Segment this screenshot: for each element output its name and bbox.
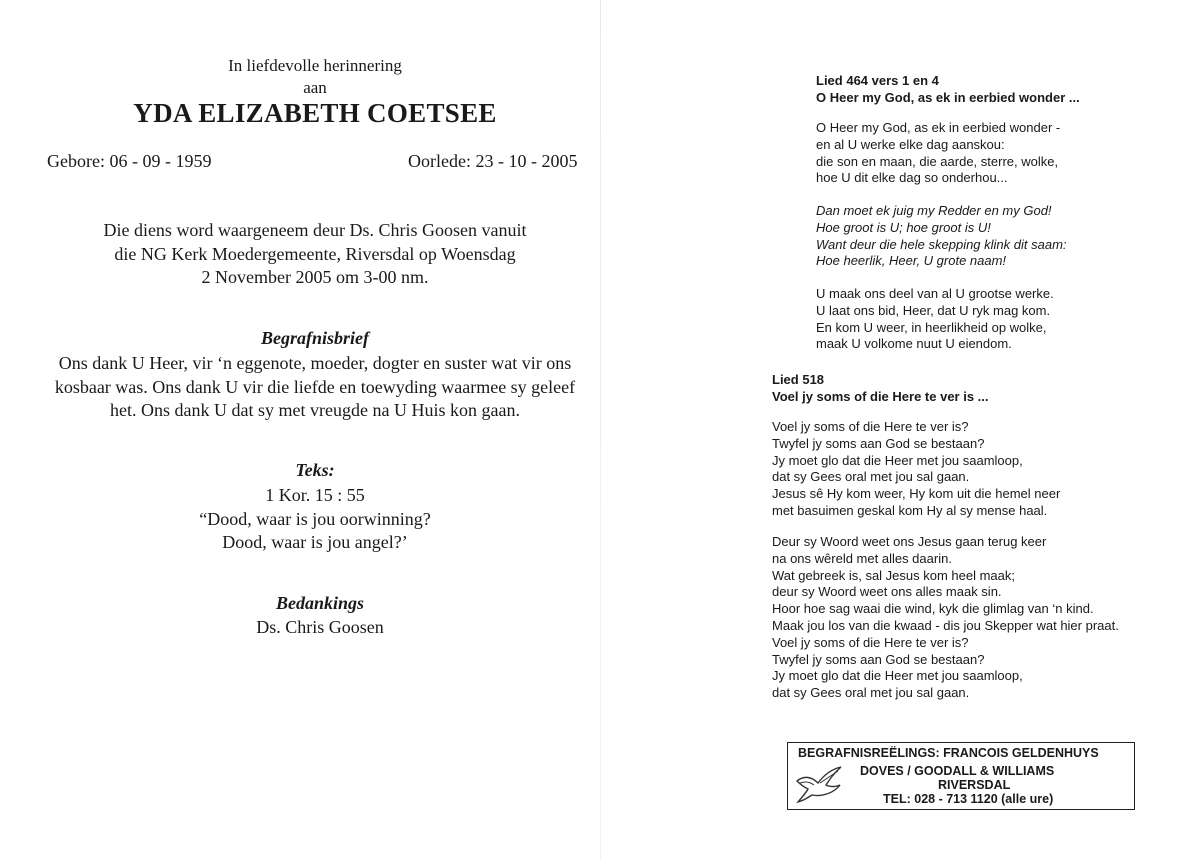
- teks-heading: Teks:: [295, 460, 335, 480]
- funeral-company: DOVES / GOODALL & WILLIAMS: [860, 764, 1055, 778]
- death-date: Oorlede: 23 - 10 - 2005: [408, 151, 578, 171]
- chorus-line: Hoe heerlik, Heer, U grote naam!: [816, 253, 1007, 269]
- verse-line: U laat ons bid, Heer, dat U ryk mag kom.: [816, 302, 1051, 318]
- verse-line: Twyfel jy soms aan God se bestaan?: [772, 435, 985, 451]
- hymn-518-stanza-2: [772, 534, 1119, 702]
- verse-line: Voel jy soms of die Here te ver is?: [772, 419, 969, 434]
- hymn-title: Voel jy soms of die Here te ver is ...: [772, 389, 989, 404]
- hymn-title: O Heer my God, as ek in eerbied wonder ...: [816, 90, 1080, 105]
- verse-line: Hoor hoe sag waai die wind, kyk die glimlag van ‘n kind.: [772, 601, 1094, 617]
- verse-line: Maak jou los van die kwaad - dis jou Skepper wat hier praat.: [772, 617, 1119, 633]
- bedankings-heading: Bedankings: [275, 593, 365, 613]
- verse-line: dat sy Gees oral met jou sal gaan.: [772, 469, 970, 485]
- verse-line: die son en maan, die aarde, sterre, wolke,: [816, 153, 1059, 169]
- verse-line: Voel jy soms of die Here te ver is?: [772, 634, 969, 650]
- chorus-line: Dan moet ek juig my Redder en my God!: [816, 203, 1052, 218]
- verse-line: maak U volkome nuut U eiendom.: [816, 336, 1012, 352]
- hymn-464-verse-1: [816, 120, 1060, 187]
- verse-line: na ons wêreld met alles daarin.: [772, 550, 952, 566]
- verse-line: Wat gebreek is, sal Jesus kom heel maak;: [772, 567, 1016, 583]
- intro-aan: aan: [303, 78, 327, 97]
- funeral-director: BEGRAFNISREËLINGS: FRANCOIS GELDENHUYS: [798, 746, 1099, 760]
- service-line: die NG Kerk Moedergemeente, Riversdal op Woensdag: [114, 243, 516, 264]
- hymn-518-heading: [772, 371, 989, 405]
- brief-line: het. Ons dank U dat sy met vreugde na U Huis kon gaan.: [110, 400, 520, 420]
- birth-date: Gebore: 06 - 09 - 1959: [47, 151, 212, 171]
- verse-line: Deur sy Woord weet ons Jesus gaan terug keer: [772, 534, 1047, 549]
- hymn-number: Lied 518: [772, 372, 825, 387]
- hymn-number: Lied 464 vers 1 en 4: [816, 73, 939, 88]
- deceased-name: YDA ELIZABETH COETSEE: [133, 98, 497, 128]
- scripture-text: [0, 484, 630, 555]
- service-line: Die diens word waargeneem deur Ds. Chris Goosen vanuit: [103, 220, 527, 240]
- verse-line: met basuimen geskal kom Hy al sy mense haal.: [772, 502, 1048, 518]
- brief-text: [30, 352, 600, 423]
- dove-icon: [794, 761, 844, 805]
- verse-line: Jesus sê Hy kom weer, Hy kom uit die hemel neer: [772, 486, 1061, 502]
- hymn-464-heading: [816, 72, 1080, 106]
- intro-text: In liefdevolle herinnering: [228, 56, 402, 75]
- verse-line: Twyfel jy soms aan God se bestaan?: [772, 651, 985, 667]
- verse-line: Jy moet glo dat die Heer met jou saamloop,: [772, 668, 1023, 684]
- hymn-464-verse-4: [816, 286, 1054, 353]
- scripture-line: Dood, waar is jou angel?’: [222, 532, 408, 552]
- verse-line: U maak ons deel van al U grootse werke.: [816, 286, 1054, 301]
- brief-line: kosbaar was. Ons dank U vir die liefde en toewyding waarmee sy geleef: [54, 376, 576, 397]
- chorus-line: Want deur die hele skepping klink dit saam:: [816, 236, 1067, 252]
- service-line: 2 November 2005 om 3-00 nm.: [201, 267, 429, 287]
- funeral-phone: TEL: 028 - 713 1120 (alle ure): [883, 792, 1054, 806]
- scripture-line: 1 Kor. 15 : 55: [265, 485, 365, 505]
- verse-line: deur sy Woord weet ons alles maak sin.: [772, 584, 1002, 600]
- scripture-line: “Dood, waar is jou oorwinning?: [199, 508, 431, 529]
- verse-line: en al U werke elke dag aanskou:: [816, 136, 1005, 152]
- bedankings-name: Ds. Chris Goosen: [256, 617, 384, 637]
- funeral-town: RIVERSDAL: [938, 778, 1011, 792]
- verse-line: dat sy Gees oral met jou sal gaan.: [772, 685, 970, 701]
- brief-line: Ons dank U Heer, vir ‘n eggenote, moeder, dogter en suster wat vir ons: [58, 353, 572, 373]
- right-page: [600, 0, 1200, 860]
- chorus-line: Hoe groot is U; hoe groot is U!: [816, 219, 991, 235]
- service-details: [0, 219, 630, 290]
- verse-line: En kom U weer, in heerlikheid op wolke,: [816, 319, 1047, 335]
- funeral-arrangements-box: [787, 742, 1135, 810]
- brief-heading: Begrafnisbrief: [261, 328, 369, 348]
- verse-line: Jy moet glo dat die Heer met jou saamloop,: [772, 452, 1023, 468]
- verse-line: hoe U dit elke dag so onderhou...: [816, 170, 1008, 186]
- verse-line: O Heer my God, as ek in eerbied wonder -: [816, 120, 1061, 135]
- hymn-518-stanza-1: [772, 419, 1060, 520]
- hymn-464-chorus: [816, 203, 1067, 270]
